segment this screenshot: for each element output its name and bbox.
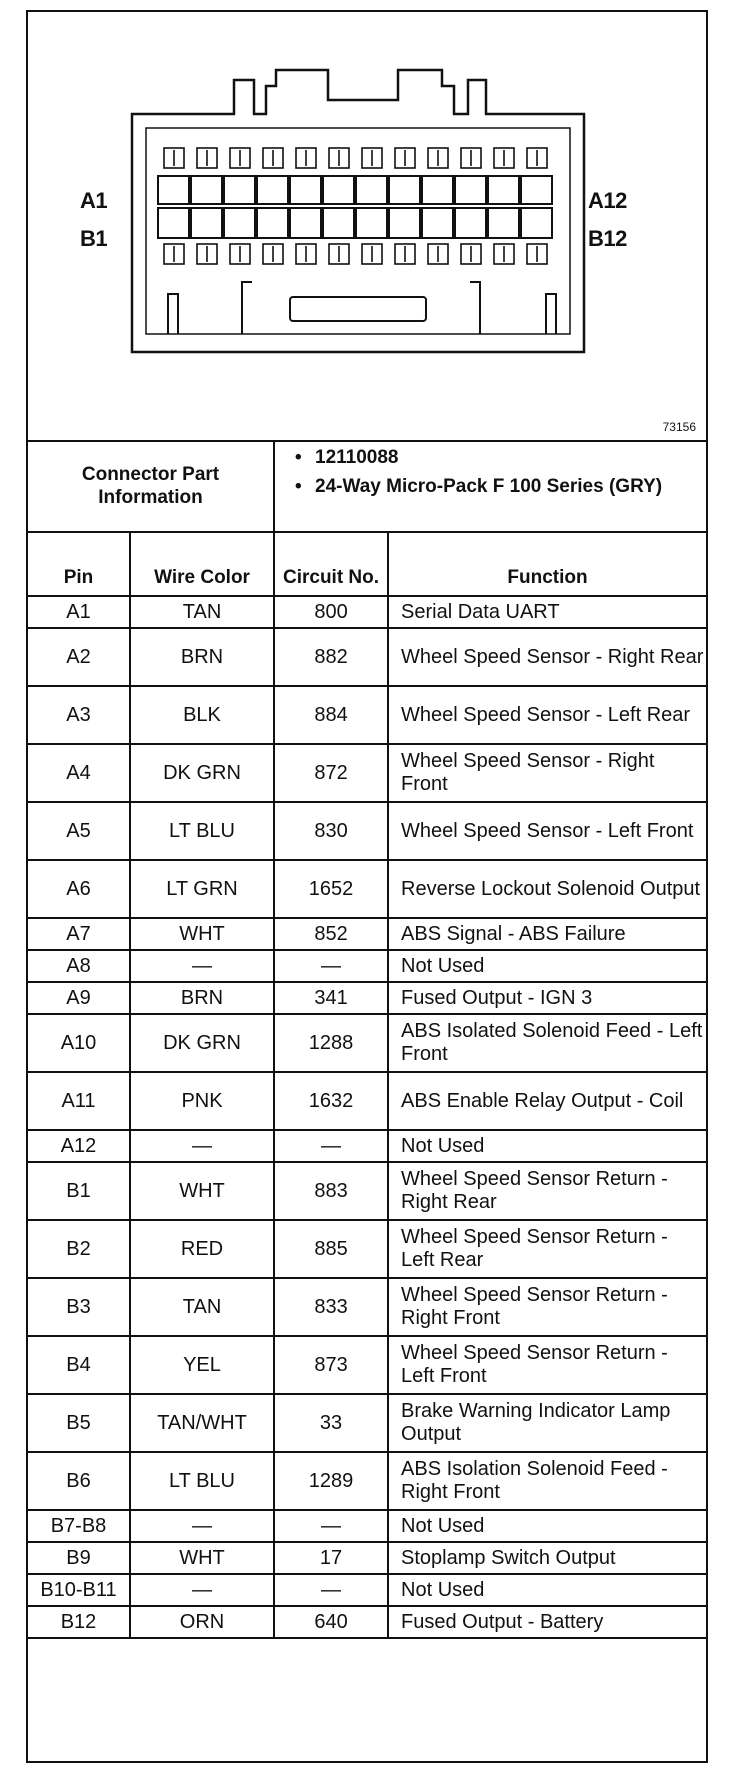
connector-info-label: Connector Part Information: [28, 440, 274, 532]
function-cell: Stoplamp Switch Output: [388, 1542, 706, 1574]
circuit-cell: 33: [274, 1394, 388, 1452]
circuit-cell: 1288: [274, 1014, 388, 1072]
function-cell: Wheel Speed Sensor - Right Front: [388, 744, 706, 802]
function-cell: Fused Output - Battery: [388, 1606, 706, 1638]
pin-cell: A10: [28, 1014, 130, 1072]
col-header-function: Function: [388, 532, 706, 596]
function-cell: Not Used: [388, 1574, 706, 1606]
table-row: [28, 1394, 706, 1452]
column-header-row: [28, 532, 706, 596]
pin-cell: B3: [28, 1278, 130, 1336]
pin-cell: B1: [28, 1162, 130, 1220]
pin-cell: A1: [28, 596, 130, 628]
figure-id: 73156: [662, 420, 696, 434]
pin-cell: B12: [28, 1606, 130, 1638]
function-cell: ABS Isolation Solenoid Feed - Right Front: [388, 1452, 706, 1510]
function-cell: Wheel Speed Sensor Return - Right Rear: [388, 1162, 706, 1220]
wire-color-cell: DK GRN: [130, 1014, 274, 1072]
circuit-cell: 884: [274, 686, 388, 744]
table-row: [28, 1510, 706, 1542]
pin-cell: A5: [28, 802, 130, 860]
function-cell: Fused Output - IGN 3: [388, 982, 706, 1014]
table-row: [28, 802, 706, 860]
function-cell: Wheel Speed Sensor Return - Left Rear: [388, 1220, 706, 1278]
pin-label-a12: A12: [588, 188, 627, 213]
pin-cell: B6: [28, 1452, 130, 1510]
wire-color-cell: LT GRN: [130, 860, 274, 918]
pinout-table: [28, 440, 706, 1639]
pin-cell: A12: [28, 1130, 130, 1162]
pin-cell: B2: [28, 1220, 130, 1278]
wire-color-cell: TAN: [130, 596, 274, 628]
table-row: [28, 1072, 706, 1130]
wire-color-cell: —: [130, 1130, 274, 1162]
connector-diagram: [28, 12, 706, 442]
table-row: [28, 950, 706, 982]
circuit-cell: 1289: [274, 1452, 388, 1510]
wire-color-cell: WHT: [130, 1162, 274, 1220]
function-cell: Wheel Speed Sensor - Right Rear: [388, 628, 706, 686]
circuit-cell: 640: [274, 1606, 388, 1638]
circuit-cell: —: [274, 950, 388, 982]
circuit-cell: 852: [274, 918, 388, 950]
pin-cell: A11: [28, 1072, 130, 1130]
circuit-cell: —: [274, 1574, 388, 1606]
table-row: [28, 982, 706, 1014]
table-row: [28, 628, 706, 686]
wire-color-cell: BRN: [130, 982, 274, 1014]
pin-cell: B7-B8: [28, 1510, 130, 1542]
wire-color-cell: TAN: [130, 1278, 274, 1336]
wire-color-cell: RED: [130, 1220, 274, 1278]
table-row: [28, 918, 706, 950]
table-row: [28, 860, 706, 918]
function-cell: Wheel Speed Sensor - Left Rear: [388, 686, 706, 744]
wire-color-cell: BRN: [130, 628, 274, 686]
pin-label-b1: B1: [80, 226, 108, 251]
table-row: [28, 1278, 706, 1336]
circuit-cell: 872: [274, 744, 388, 802]
function-cell: Wheel Speed Sensor Return - Left Front: [388, 1336, 706, 1394]
table-row: [28, 1130, 706, 1162]
wire-color-cell: —: [130, 950, 274, 982]
circuit-cell: —: [274, 1510, 388, 1542]
table-row: [28, 1220, 706, 1278]
function-cell: Not Used: [388, 950, 706, 982]
circuit-cell: 882: [274, 628, 388, 686]
pin-label-a1: A1: [80, 188, 108, 213]
function-cell: Wheel Speed Sensor Return - Right Front: [388, 1278, 706, 1336]
table-row: [28, 686, 706, 744]
wire-color-cell: PNK: [130, 1072, 274, 1130]
table-row: [28, 1014, 706, 1072]
table-row: [28, 1336, 706, 1394]
col-header-pin: Pin: [28, 532, 130, 596]
wire-color-cell: WHT: [130, 918, 274, 950]
wire-color-cell: LT BLU: [130, 1452, 274, 1510]
pin-cell: A4: [28, 744, 130, 802]
pin-cell: A2: [28, 628, 130, 686]
circuit-cell: 873: [274, 1336, 388, 1394]
connector-info-row: [28, 440, 706, 532]
wire-color-cell: DK GRN: [130, 744, 274, 802]
pin-label-b12: B12: [588, 226, 627, 251]
circuit-cell: 830: [274, 802, 388, 860]
function-cell: Not Used: [388, 1510, 706, 1542]
pin-cell: B4: [28, 1336, 130, 1394]
circuit-cell: 800: [274, 596, 388, 628]
circuit-cell: 885: [274, 1220, 388, 1278]
pin-cell: B5: [28, 1394, 130, 1452]
table-row: [28, 596, 706, 628]
table-row: [28, 1452, 706, 1510]
wire-color-cell: YEL: [130, 1336, 274, 1394]
connector-info-list: [274, 440, 706, 532]
wire-color-cell: —: [130, 1510, 274, 1542]
table-row: [28, 744, 706, 802]
pin-cell: A9: [28, 982, 130, 1014]
function-cell: ABS Enable Relay Output - Coil: [388, 1072, 706, 1130]
col-header-wire-color: Wire Color: [130, 532, 274, 596]
circuit-cell: 883: [274, 1162, 388, 1220]
table-row: [28, 1574, 706, 1606]
function-cell: Not Used: [388, 1130, 706, 1162]
pin-cell: A6: [28, 860, 130, 918]
wire-color-cell: LT BLU: [130, 802, 274, 860]
wire-color-cell: BLK: [130, 686, 274, 744]
pin-cell: A3: [28, 686, 130, 744]
pin-cell: A7: [28, 918, 130, 950]
circuit-cell: 1632: [274, 1072, 388, 1130]
circuit-cell: 1652: [274, 860, 388, 918]
function-cell: ABS Isolated Solenoid Feed - Left Front: [388, 1014, 706, 1072]
col-header-circuit: Circuit No.: [274, 532, 388, 596]
table-row: [28, 1542, 706, 1574]
circuit-cell: 833: [274, 1278, 388, 1336]
function-cell: Serial Data UART: [388, 596, 706, 628]
function-cell: Reverse Lockout Solenoid Output: [388, 860, 706, 918]
pin-cell: A8: [28, 950, 130, 982]
circuit-cell: 17: [274, 1542, 388, 1574]
table-row: [28, 1162, 706, 1220]
wire-color-cell: TAN/WHT: [130, 1394, 274, 1452]
circuit-cell: 341: [274, 982, 388, 1014]
wire-color-cell: ORN: [130, 1606, 274, 1638]
connector-sheet: [26, 10, 708, 1763]
circuit-cell: —: [274, 1130, 388, 1162]
connector-type: • 24-Way Micro-Pack F 100 Series (GRY): [315, 475, 696, 498]
wire-color-cell: —: [130, 1574, 274, 1606]
pin-cell: B9: [28, 1542, 130, 1574]
function-cell: ABS Signal - ABS Failure: [388, 918, 706, 950]
wire-color-cell: WHT: [130, 1542, 274, 1574]
pin-cell: B10-B11: [28, 1574, 130, 1606]
function-cell: Brake Warning Indicator Lamp Output: [388, 1394, 706, 1452]
table-row: [28, 1606, 706, 1638]
part-number: • 12110088: [315, 446, 696, 469]
function-cell: Wheel Speed Sensor - Left Front: [388, 802, 706, 860]
